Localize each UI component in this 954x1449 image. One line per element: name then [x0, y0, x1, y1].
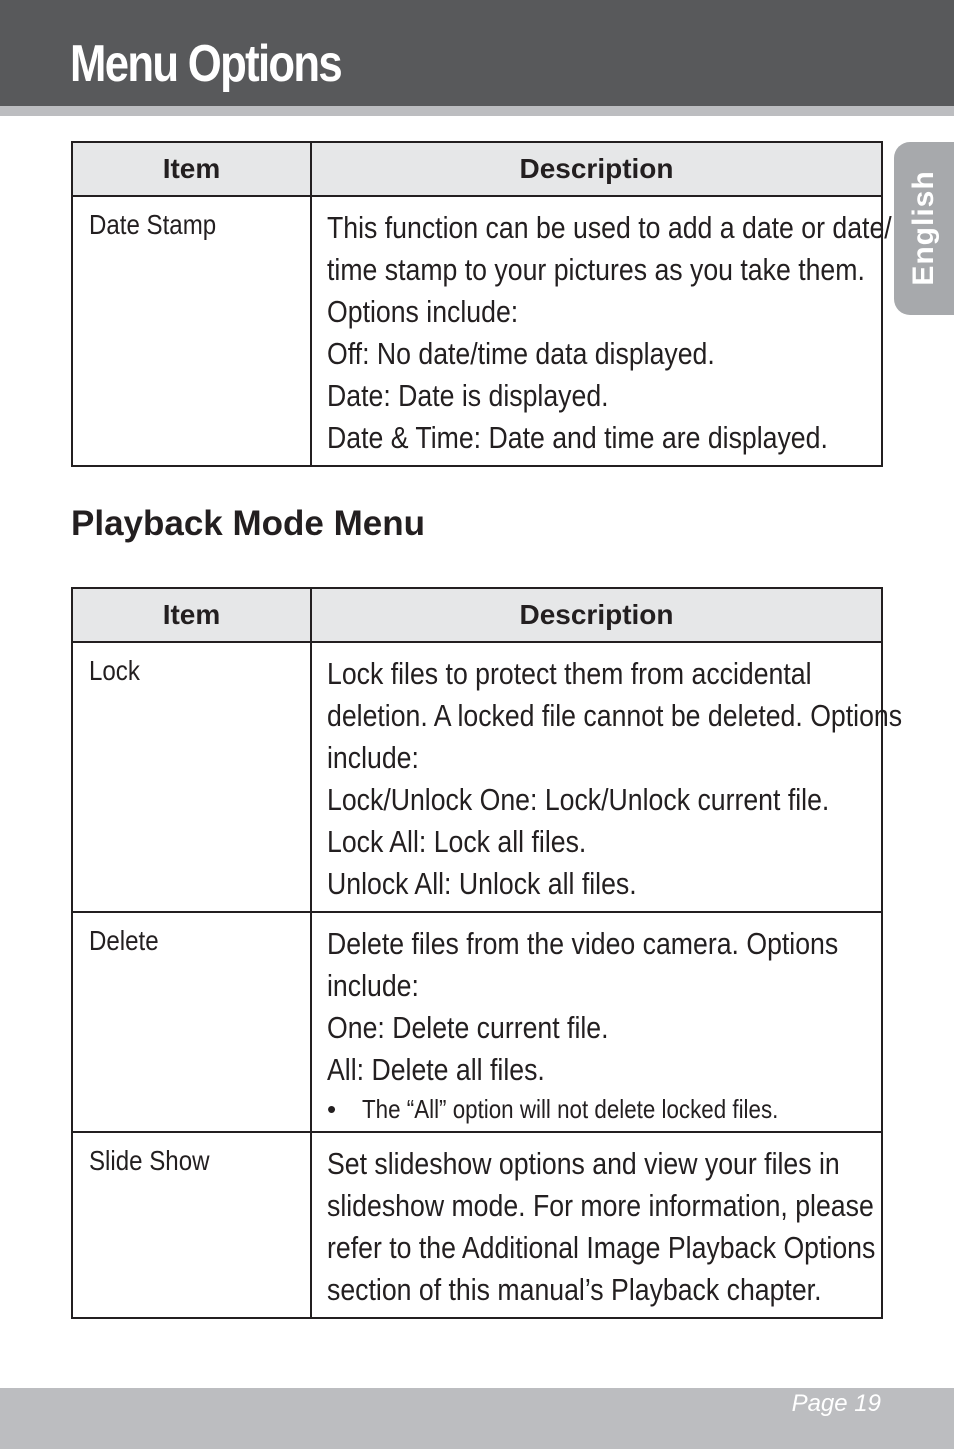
column-header-item: Item: [72, 588, 311, 642]
table-row: [72, 912, 882, 1132]
description-line: include:: [327, 968, 419, 1003]
description-line: deletion. A locked file cannot be deleted. Options: [327, 698, 903, 733]
description-line: Unlock All: Unlock all files.: [327, 866, 637, 901]
description-lock: [311, 642, 903, 912]
description-line: Lock/Unlock One: Lock/Unlock current file.: [327, 782, 830, 817]
description-line: One: Delete current file.: [327, 1010, 609, 1045]
description-line: section of this manual’s Playback chapter.: [327, 1272, 822, 1307]
item-label: Lock: [89, 655, 140, 686]
description-line: Delete files from the video camera. Options: [327, 926, 839, 961]
table-row: [72, 642, 882, 912]
description-line: include:: [327, 740, 419, 775]
description-line: Date: Date is displayed.: [327, 378, 609, 413]
description-line: refer to the Additional Image Playback Options: [327, 1230, 876, 1265]
item-label: Slide Show: [89, 1145, 210, 1176]
page-title: Menu Options: [70, 35, 342, 93]
column-header-description: Description: [311, 142, 882, 196]
column-header-item: Item: [72, 142, 311, 196]
bullet-icon: •: [327, 1094, 337, 1124]
description-line: This function can be used to add a date or date/: [327, 210, 892, 245]
table-header-row: [72, 588, 882, 642]
language-tab-label: English: [907, 170, 940, 286]
description-delete: [311, 912, 882, 1132]
item-date-stamp: [72, 196, 311, 466]
description-line: time stamp to your pictures as you take them.: [327, 252, 865, 287]
item-label: Date Stamp: [89, 209, 217, 240]
table-header-row: [72, 142, 882, 196]
item-label: Delete: [89, 925, 159, 956]
item-delete: [72, 912, 311, 1132]
description-line: Options include:: [327, 294, 519, 329]
description-line: All: Delete all files.: [327, 1052, 545, 1087]
description-date-stamp: [311, 196, 892, 466]
playback-menu-table: [71, 587, 903, 1319]
description-line: Date & Time: Date and time are displayed.: [327, 420, 828, 455]
note-line: [327, 1093, 867, 1125]
description-line: Lock files to protect them from accidental: [327, 656, 812, 691]
page-number: Page 19: [791, 1390, 881, 1417]
item-lock: [72, 642, 311, 912]
description-slide-show: [311, 1132, 882, 1318]
table-row: [72, 1132, 882, 1318]
item-slide-show: [72, 1132, 311, 1318]
description-line: Set slideshow options and view your files in: [327, 1146, 840, 1181]
section-heading: Playback Mode Menu: [71, 504, 425, 543]
description-line: Off: No date/time data displayed.: [327, 336, 715, 371]
description-line: slideshow mode. For more information, please: [327, 1188, 874, 1223]
header-stripe: [0, 106, 954, 116]
column-header-description: Description: [311, 588, 882, 642]
settings-table: [71, 141, 892, 467]
description-line: Lock All: Lock all files.: [327, 824, 587, 859]
note-text: The “All” option will not delete locked files.: [362, 1094, 779, 1124]
table-row: [72, 196, 882, 466]
